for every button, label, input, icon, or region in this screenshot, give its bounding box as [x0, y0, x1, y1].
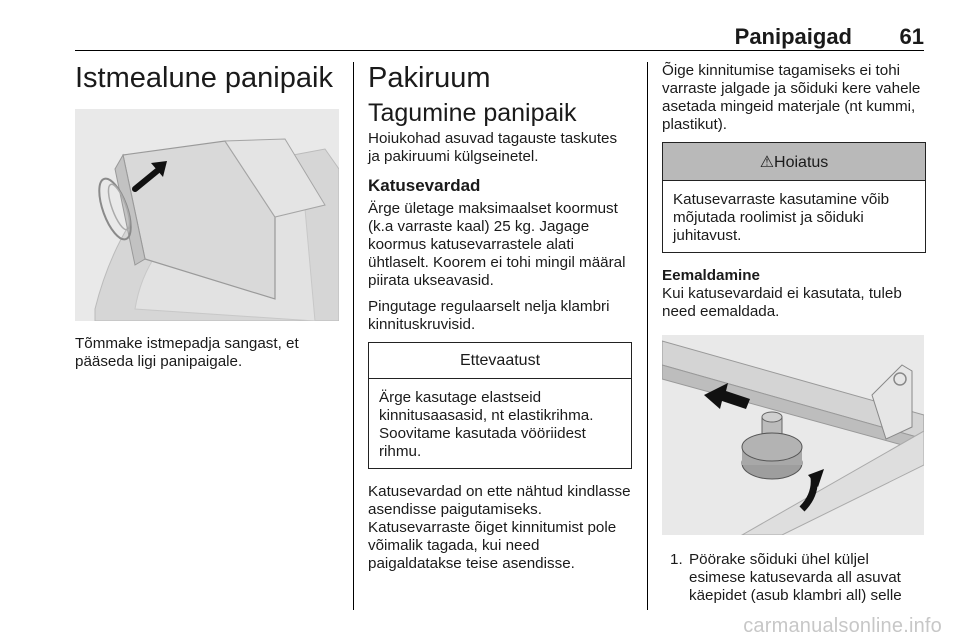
- removal-steps: [662, 551, 926, 605]
- step-number: 1.: [670, 551, 683, 568]
- roof-racks-para1: Ärge ületage maksimaalset koormust (k.a varraste kaal) 25 kg. Jagage koormus katusevarrastele alati ühtlaselt. Koorem ei tohi mingil määral piirata ukseavasid.: [368, 200, 626, 290]
- roof-racks-heading: Katusevardad: [368, 176, 481, 196]
- warning-icon: ⚠: [759, 154, 775, 171]
- fitting-note: Õige kinnitumise tagamiseks ei tohi varraste jalgade ja sõiduki kere vahele asetada mingeid materjale (nt kummi, plastikut).: [662, 62, 921, 133]
- column-left: [75, 62, 339, 379]
- seat-storage-caption: Tõmmake istmepadja sangast, et pääseda ligi panipaigale.: [75, 335, 299, 371]
- caution-text: Ärge kasutage elastseid kinnitusaasasid, nt elastikrihma. Soovitame kasutada vööriidest rihmu.: [379, 389, 594, 461]
- rear-storage-subtitle: Tagumine panipaik: [368, 99, 577, 128]
- column-divider-1: [353, 62, 354, 610]
- luggage-compartment-title: Pakiruum: [368, 62, 491, 94]
- warning-title: Hoiatus: [774, 154, 829, 171]
- column-right: [662, 62, 926, 605]
- seat-storage-illustration: [75, 109, 339, 321]
- roof-racks-para2: Pingutage regulaarselt nelja klambri kinnituskruvisid.: [368, 298, 610, 334]
- roof-rack-illustration: [662, 335, 924, 535]
- underseat-storage-title: Istmealune panipaik: [75, 62, 333, 94]
- roof-racks-para3: Katusevardad on ette nähtud kindlasse asendisse paigutamiseks. Katusevarraste õiget kinnitumist pole võimalik tagada, kui need paigaldatakse teise asendisse.: [368, 483, 631, 573]
- watermark: carmanualsonline.info: [743, 615, 942, 637]
- section-title: Panipaigad: [734, 24, 852, 49]
- caution-box: [368, 342, 632, 469]
- removal-intro: Kui katusevardaid ei kasutata, tuleb need eemaldada.: [662, 285, 902, 320]
- warning-header: [663, 143, 925, 181]
- removal-heading: Eemaldamine: [662, 267, 760, 284]
- column-middle: [368, 62, 632, 581]
- warning-text: Katusevarraste kasutamine võib mõjutada roolimist ja sõiduki juhitavust.: [673, 191, 890, 244]
- warning-box: [662, 142, 926, 253]
- column-divider-2: [647, 62, 648, 610]
- rear-storage-intro: Hoiukohad asuvad tagauste taskutes ja pakiruumi külgseinetel.: [368, 130, 618, 166]
- step-text: Pöörake sõiduki ühel küljel esimese katusevarda all asuvat käepidet (asub klambri all) selle: [689, 551, 902, 604]
- page-number: 61: [899, 24, 924, 49]
- list-item: [662, 551, 926, 605]
- page-header: [75, 0, 924, 51]
- caution-title: Ettevaatust: [369, 343, 631, 379]
